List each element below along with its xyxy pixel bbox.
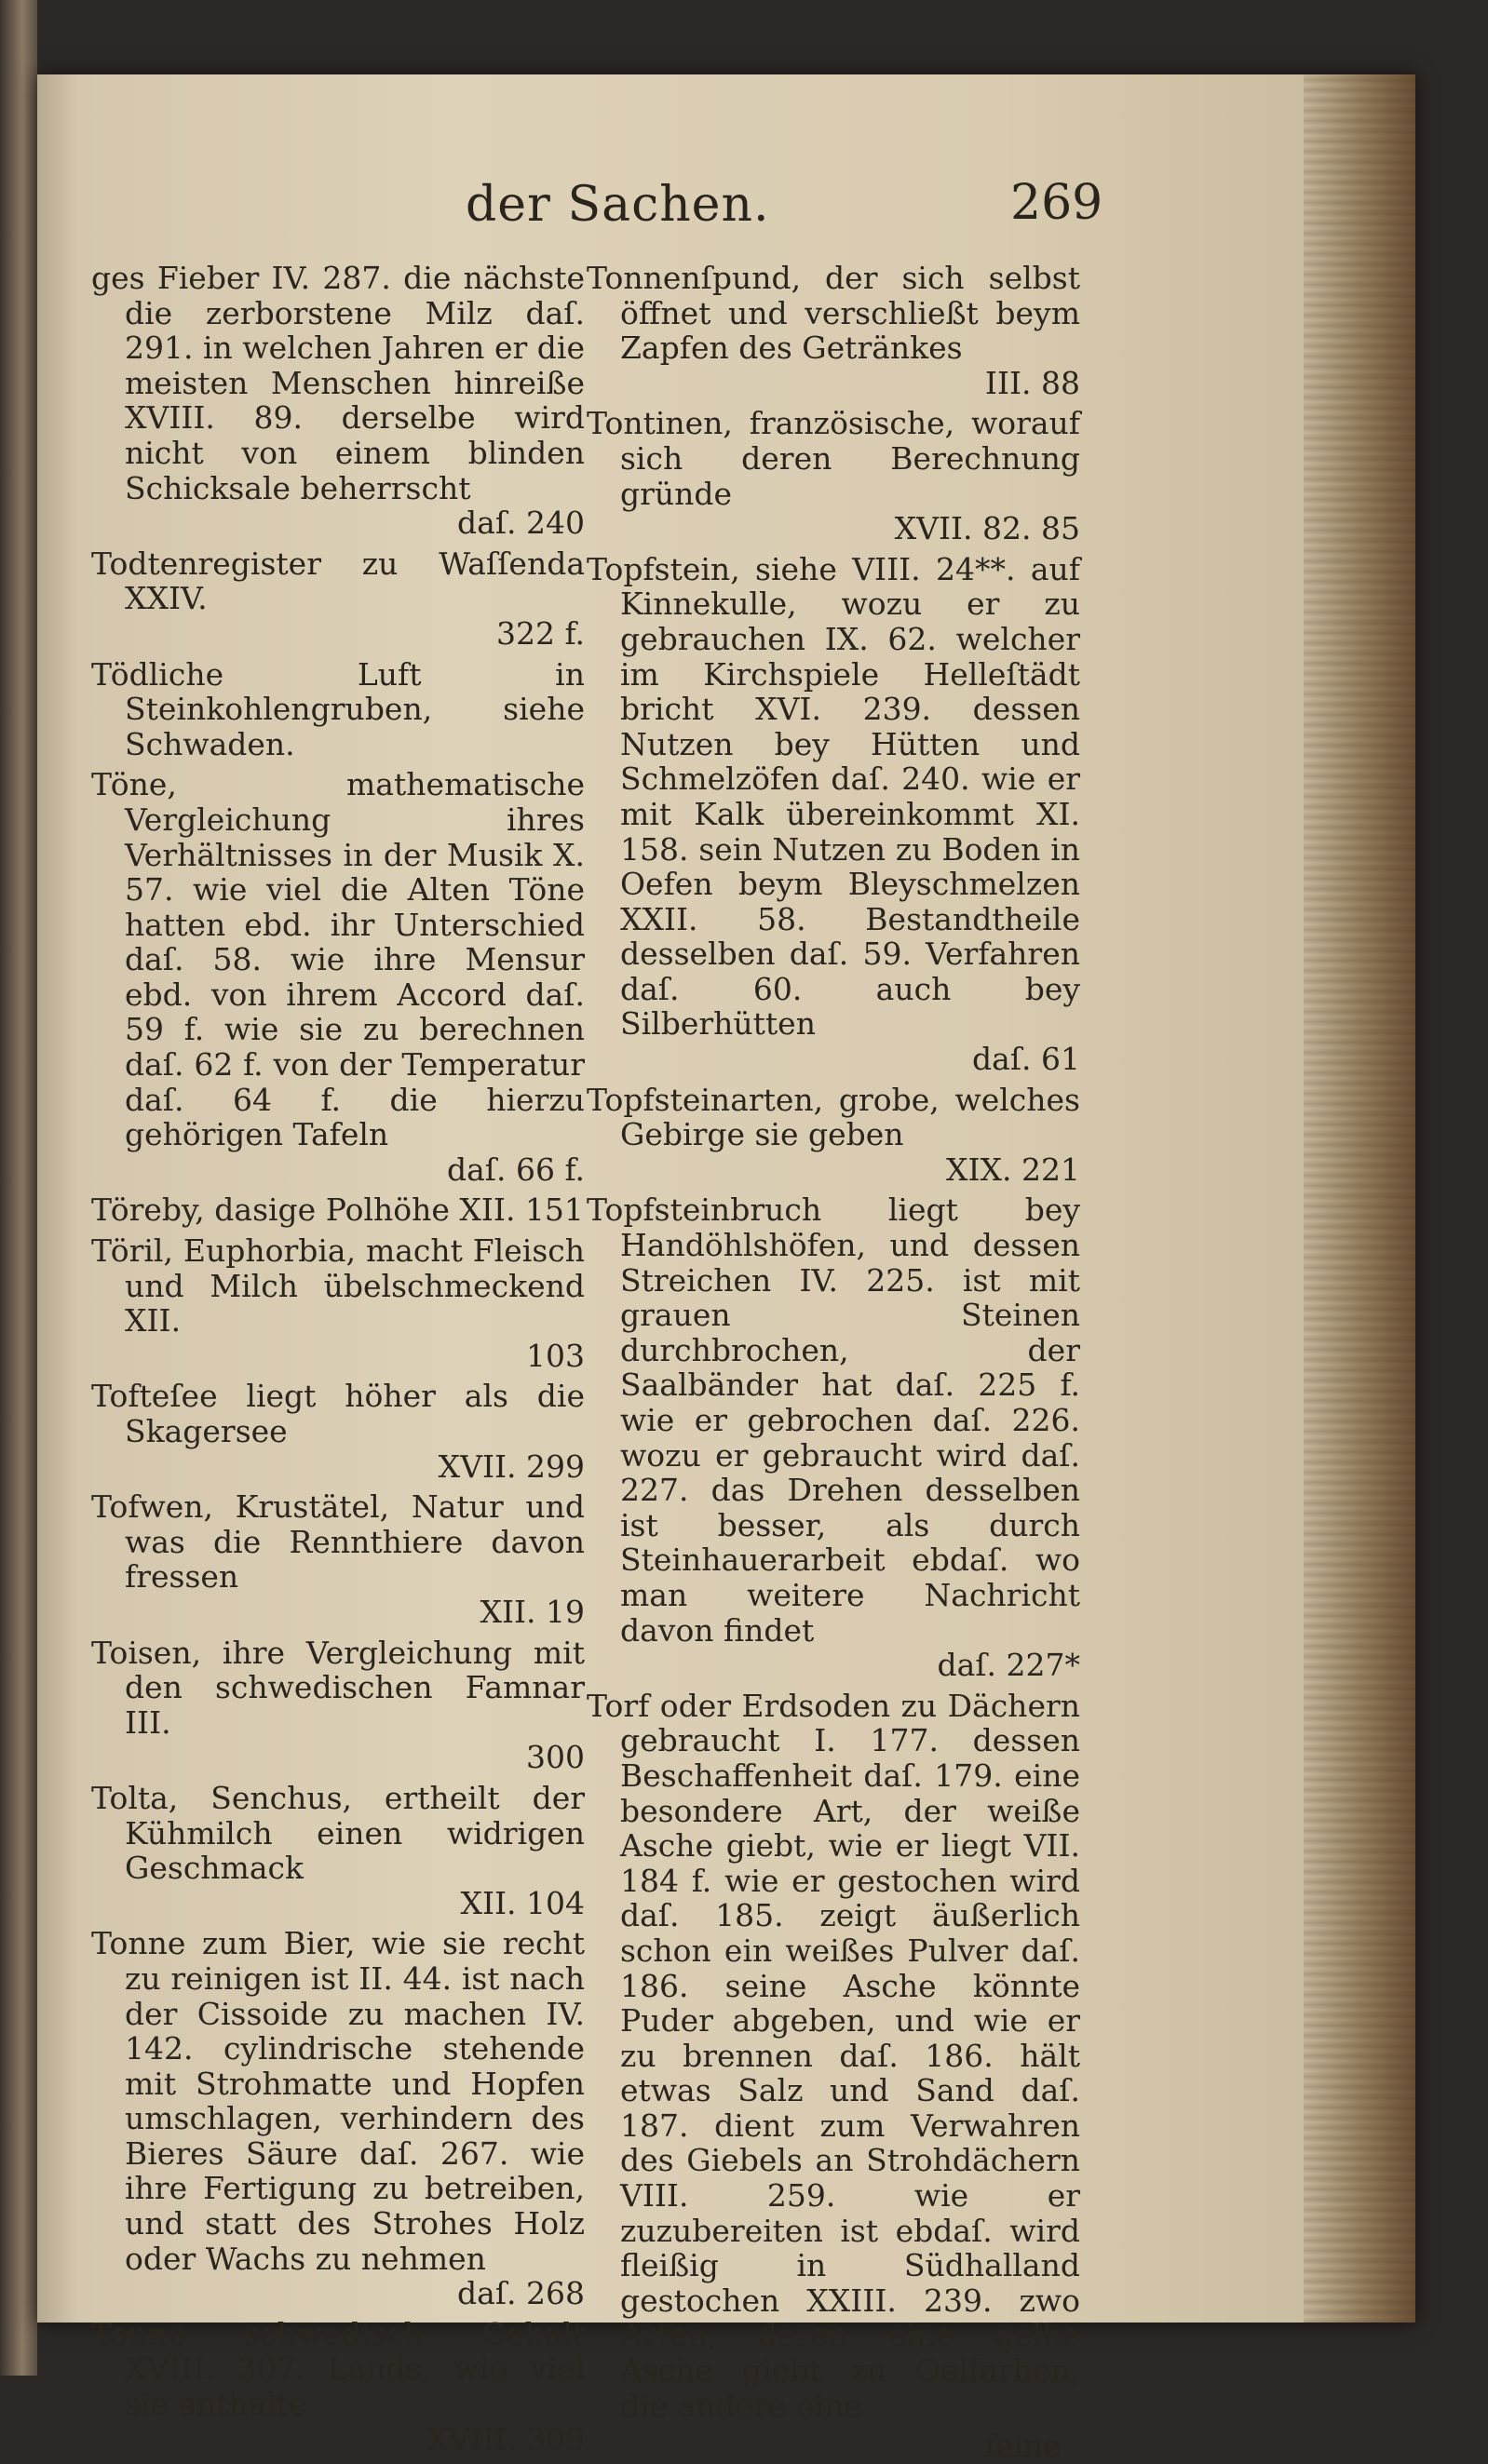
index-entry: Tonne zum Bier, wie sie recht zu reinigen ist II. 44. ist nach der Cissoide zu machen IV. 142. cylindrische stehende mit Strohmatte und Hopfen umschlagen, verhindern des Bieres Säure daſ. 267. wie ihre Fertigung zu betreiben, und statt des Strohes Holz oder Wachs zu nehmen daſ. 268 — [91, 1925, 585, 2312]
index-entry: Tofteſee liegt höher als die Skagersee XVII. 299 — [91, 1378, 585, 1485]
page-edge-wear — [1304, 74, 1415, 2323]
index-entry: Tofwen, Krustätel, Natur und was die Rennthiere davon fressen XII. 19 — [91, 1488, 585, 1630]
right-column — [587, 261, 1080, 2464]
index-entry: Töril, Euphorbia, macht Fleisch und Milch übelschmeckend XII. 103 — [91, 1232, 585, 1374]
index-entry: Töne, mathematische Vergleichung ihres Verhältnisses in der Musik X. 57. wie viel die Alten Töne hatten ebd. ihr Unterschied daſ. 58. wie ihre Mensur ebd. von ihrem Accord daſ. 59 f. wie sie zu berechnen daſ. 62 f. von der Temperatur daſ. 64 f. die hierzu gehörigen Tafeln daſ. 66 f. — [91, 766, 585, 1188]
running-head: der Sachen. — [466, 177, 770, 233]
index-entry: Tolta, Senchus, ertheilt der Kühmilch einen widrigen Geschmack XII. 104 — [91, 1779, 585, 1921]
left-column — [91, 261, 585, 2462]
index-entry: Topfsteinbruch liegt bey Handöhlshöfen, und dessen Streichen IV. 225. ist mit grauen Steinen durchbrochen, der Saalbänder hat daſ. 225 f. wie er gebrochen daſ. 226. wozu er gebraucht wird daſ. 227. das Drehen desselben ist besser, als durch Steinhauerarbeit ebdaſ. wo man weitere Nachricht davon findet daſ. 227* — [587, 1192, 1080, 1684]
index-entry: Torf oder Erdsoden zu Dächern gebraucht I. 177. dessen Beschaffenheit daſ. 179. eine besondere Art, der weiße Asche giebt, wie er liegt VII. 184 f. wie er gestochen wird daſ. 185. zeigt äußerlich schon ein weißes Pulver daſ. 186. seine Asche könnte Puder abgeben, und wie er zu brennen daſ. 186. hält etwas Salz und Sand daſ. 187. dient zum Verwahren des Giebels an Strohdächern VIII. 259. wie er zuzubereiten ist ebdaſ. wird fleißig in Südhalland gestochen XXIII. 239. zwo Arten, deren eine gelbe Asche giebt zu Oelfarben, die andere eine — [587, 1687, 1080, 2424]
index-entry: Topfstein, siehe VIII. 24**. auf Kinnekulle, wozu er zu gebrauchen IX. 62. welcher im Kirchspiele Helleſtädt bricht XVI. 239. dessen Nutzen bey Hütten und Schmelzöfen daſ. 240. wie er mit Kalk übereinkommt XI. 158. sein Nutzen zu Boden in Oefen beym Bleyschmelzen XXII. 58. Bestandtheile desselben daſ. 59. Verfahren daſ. 60. auch bey Silberhütten daſ. 61 — [587, 550, 1080, 1078]
index-entry: Topfsteinarten, grobe, welches Gebirge sie geben XIX. 221 — [587, 1081, 1080, 1188]
index-entry: Töreby, dasige Polhöhe XII. 151 — [91, 1192, 584, 1229]
catchword: feine — [983, 2428, 1062, 2464]
index-entry: Tonnenſpund, der sich selbst öffnet und verschließt beym Zapfen des Getränkes III. 88 — [587, 260, 1080, 401]
index-entry: Tödliche Luft in Steinkohlengruben, siehe Schwaden. — [91, 655, 585, 762]
index-entry: Tontinen, französische, worauf sich deren Berechnung gründe XVII. 82. 85 — [587, 405, 1080, 547]
index-entry: ges Fieber IV. 287. die nächste die zerborstene Milz daſ. 291. in welchen Jahren er die meisten Menschen hinreiße XVIII. 89. derselbe wird nicht von einem blinden Schicksale beherrscht daſ. 240 — [91, 260, 585, 542]
index-entry: Todtenregister zu Waſſenda XXIV. 322 f. — [91, 545, 585, 652]
page-number: 269 — [1010, 175, 1103, 231]
index-entry: Toisen, ihre Vergleichung mit den schwedischen Famnar III. 300 — [91, 1634, 585, 1776]
index-entry: Tonne schwedisch Gehalt XVIII. 307. Lands, wie viel sie enthalte XVIII. 309 — [91, 2315, 585, 2457]
facing-page-edge — [0, 0, 37, 2376]
